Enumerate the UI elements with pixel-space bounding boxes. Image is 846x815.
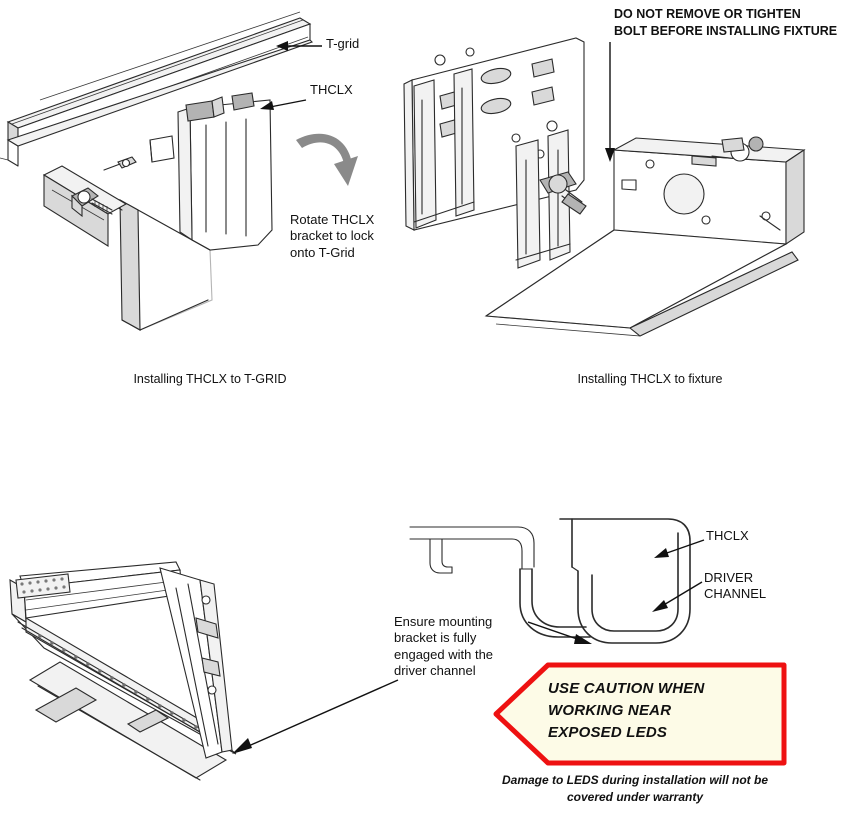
thclx-fixture-drawing bbox=[400, 30, 846, 366]
note-ensure-engagement: Ensure mounting bracket is fully engaged with the driver channel bbox=[394, 614, 494, 678]
label-thclx-bottom-right: THCLX bbox=[706, 528, 749, 543]
leader-line-ensure-note bbox=[528, 618, 594, 648]
leader-line-engagement-note bbox=[222, 676, 402, 758]
label-thclx-top-left: THCLX bbox=[310, 82, 353, 97]
warning-bolt-note: DO NOT REMOVE OR TIGHTEN BOLT BEFORE INSTALLING FIXTURE bbox=[614, 7, 838, 38]
leader-line-thclx-bottom-right bbox=[650, 536, 706, 560]
label-t-grid: T-grid bbox=[326, 36, 360, 51]
rotate-arrow-icon bbox=[286, 120, 362, 206]
leader-line-t-grid bbox=[276, 38, 324, 54]
caution-subtext: Damage to LEDS during installation will not be covered under warranty bbox=[501, 773, 768, 804]
caution-text: USE CAUTION WHEN WORKING NEAR EXPOSED LEDS bbox=[548, 680, 705, 741]
label-driver-channel: DRIVER CHANNEL bbox=[704, 570, 767, 602]
leader-line-thclx-top-left bbox=[258, 96, 308, 112]
caution-banner bbox=[492, 662, 788, 766]
leader-line-bolt-warning bbox=[596, 42, 616, 164]
note-rotate-bracket: Rotate THCLX bracket to lock onto T-Grid bbox=[290, 212, 375, 260]
leader-line-driver-channel bbox=[648, 578, 704, 614]
panel-top-right-illustration bbox=[400, 30, 846, 366]
caption-top-right: Installing THCLX to fixture bbox=[577, 372, 723, 386]
caption-top-left: Installing THCLX to T-GRID bbox=[133, 372, 287, 386]
